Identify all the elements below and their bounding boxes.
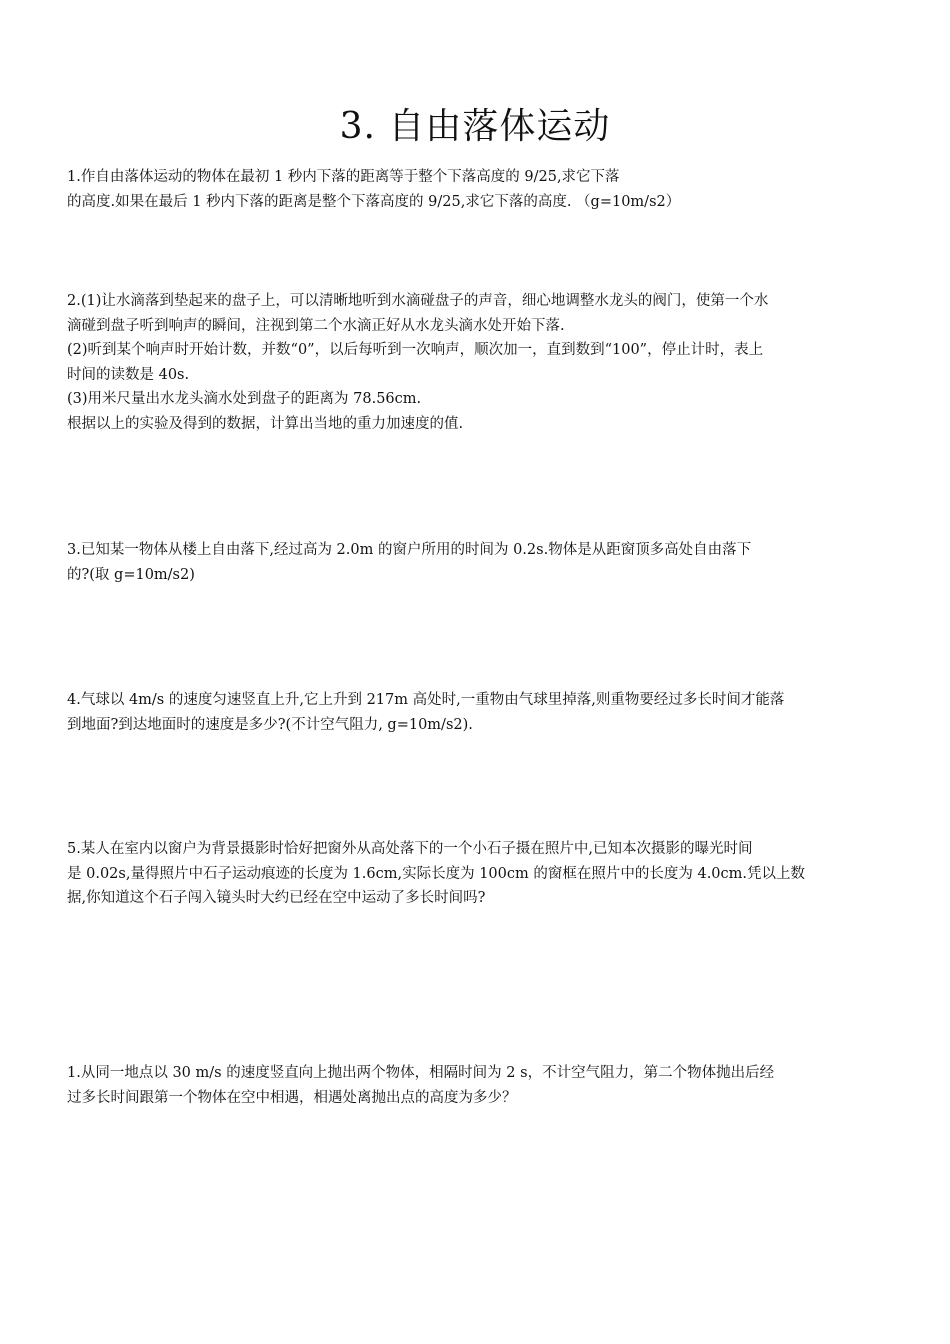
question-line: (3)用米尺量出水龙头滴水处到盘子的距离为 78.56cm. [67, 391, 422, 407]
question-line: 根据以上的实验及得到的数据，计算出当地的重力加速度的值. [67, 415, 464, 432]
question-line: 5.某人在室内以窗户为背景摄影时恰好把窗外从高处落下的一个小石子摄在照片中,已知本次摄影的曝光时间 [67, 841, 753, 857]
question-line: 的?(取 g=10m/s2) [67, 566, 195, 583]
question-line: 的高度.如果在最后 1 秒内下落的距离是整个下落高度的 9/25,求它下落的高度. （g=10m/s2） [67, 193, 681, 210]
question-line: 滴碰到盘子听到响声的瞬间，注视到第二个水滴正好从水龙头滴水处开始下落. [67, 317, 565, 334]
question-line: (2)听到某个响声时开始计数，并数“0”，以后每听到一次响声，顺次加一，直到数到“100”，停止计时，表上 [67, 342, 764, 358]
question-line: 4.气球以 4m/s 的速度匀速竖直上升,它上升到 217m 高处时,一重物由气球里掉落,则重物要经过多长时间才能落 [67, 692, 785, 708]
question-line: 1.从同一地点以 30 m/s 的速度竖直向上抛出两个物体，相隔时间为 2 s，不计空气阻力，第二个物体抛出后经 [67, 1065, 775, 1081]
question-line: 1.作自由落体运动的物体在最初 1 秒内下落的距离等于整个下落高度的 9/25,求它下落 [67, 169, 620, 185]
question-3 [67, 538, 887, 587]
question-line: 2.(1)让水滴落到垫起来的盘子上，可以清晰地听到水滴碰盘子的声音，细心地调整水龙头的阀门，使第一个水 [67, 293, 769, 309]
question-4 [67, 688, 887, 737]
question-1 [67, 165, 887, 214]
question-line: 到地面?到达地面时的速度是多少?(不计空气阻力, g=10m/s2). [67, 716, 473, 733]
page-title: 3. 自由落体运动 [339, 106, 611, 147]
question-line: 是 0.02s,量得照片中石子运动痕迹的长度为 1.6cm,实际长度为 100cm 的窗框在照片中的长度为 4.0cm.凭以上数 [67, 865, 806, 882]
question-line: 3.已知某一物体从楼上自由落下,经过高为 2.0m 的窗户所用的时间为 0.2s.物体是从距窗顶多高处自由落下 [67, 542, 752, 558]
question-extra [67, 1061, 887, 1110]
question-line: 过多长时间跟第一个物体在空中相遇，相遇处离抛出点的高度为多少？ [67, 1089, 517, 1106]
question-5 [67, 837, 887, 911]
question-line: 时间的读数是 40s. [67, 366, 190, 383]
question-line: 据,你知道这个石子闯入镜头时大约已经在空中运动了多长时间吗? [67, 890, 486, 906]
question-2 [67, 289, 887, 436]
